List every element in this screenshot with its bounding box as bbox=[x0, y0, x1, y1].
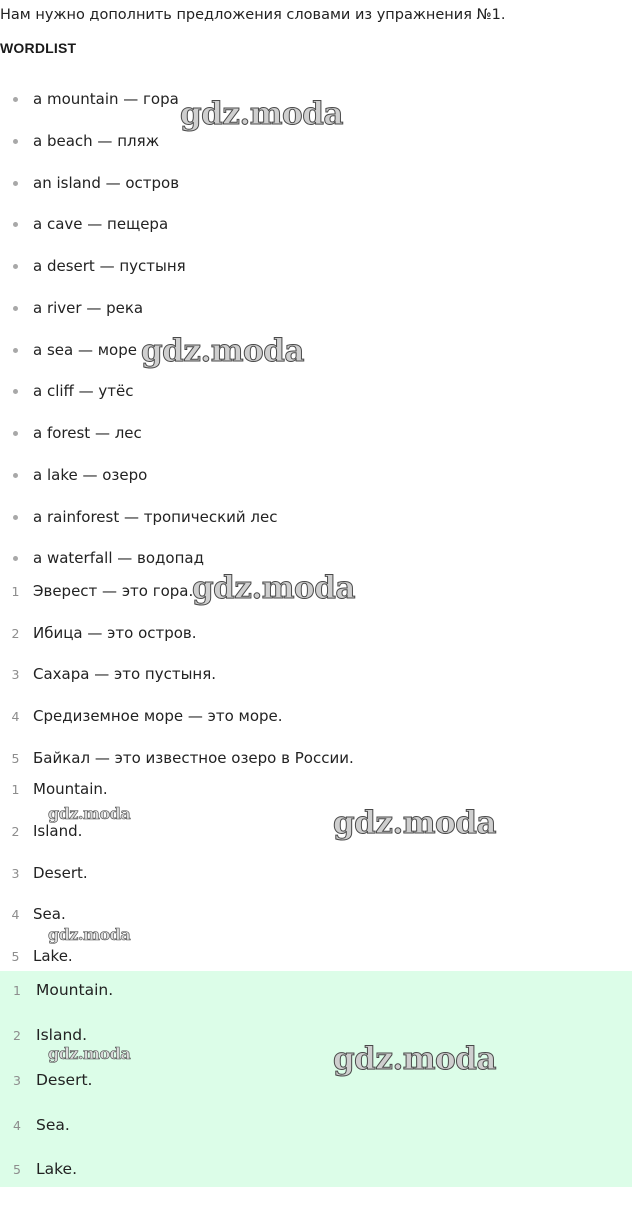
final-answer-text: Desert. bbox=[36, 1071, 93, 1089]
item-number: 1 bbox=[13, 982, 21, 998]
answer-text: Lake. bbox=[33, 947, 73, 965]
watermark: gdz.moda bbox=[333, 805, 496, 841]
bullet-icon bbox=[0, 306, 33, 311]
wordlist-item-text: a mountain — гора bbox=[33, 90, 179, 108]
wordlist-item bbox=[0, 89, 179, 109]
bullet-icon bbox=[0, 222, 33, 227]
translation-text: Эверест — это гора. bbox=[33, 582, 194, 600]
item-number: 4 bbox=[11, 708, 20, 724]
translation-text: Ибица — это остров. bbox=[33, 624, 197, 642]
watermark: gdz.moda bbox=[180, 96, 343, 132]
wordlist-item-text: a river — река bbox=[33, 299, 144, 317]
wordlist-item bbox=[0, 340, 137, 360]
item-number: 5 bbox=[13, 1161, 21, 1177]
bullet-icon bbox=[0, 181, 33, 186]
wordlist-item-text: an island — остров bbox=[33, 174, 180, 192]
final-answer-text: Sea. bbox=[36, 1116, 70, 1134]
item-number: 3 bbox=[11, 666, 20, 682]
wordlist-item bbox=[0, 548, 204, 568]
translation-item bbox=[0, 581, 193, 601]
wordlist-item-text: a desert — пустыня bbox=[33, 257, 186, 275]
bullet-icon bbox=[0, 139, 33, 144]
watermark: gdz.moda bbox=[333, 1041, 496, 1077]
watermark: gdz.moda bbox=[48, 804, 131, 823]
final-answer-text: Lake. bbox=[36, 1160, 78, 1178]
translation-text: Средиземное море — это море. bbox=[33, 707, 283, 725]
item-number: 4 bbox=[13, 1117, 21, 1133]
bullet-icon bbox=[0, 97, 33, 102]
wordlist-item-text: a lake — озеро bbox=[33, 466, 148, 484]
answer-item bbox=[0, 946, 73, 966]
intro-text: Нам нужно дополнить предложения словами из упражнения №1. bbox=[0, 7, 506, 23]
watermark: gdz.moda bbox=[48, 925, 131, 944]
watermark: gdz.moda bbox=[192, 570, 355, 606]
translation-text: Байкал — это известное озеро в России. bbox=[33, 749, 354, 767]
final-answer-item bbox=[0, 980, 113, 1000]
watermark: gdz.moda bbox=[141, 333, 304, 369]
wordlist-item bbox=[0, 423, 142, 443]
item-number: 2 bbox=[11, 823, 20, 839]
translation-item bbox=[0, 748, 354, 768]
answer-text: Island. bbox=[33, 822, 83, 840]
wordlist-item-text: a beach — пляж bbox=[33, 132, 160, 150]
answer-item bbox=[0, 821, 82, 841]
translation-text: Сахара — это пустыня. bbox=[33, 665, 217, 683]
final-answer-text: Mountain. bbox=[36, 981, 114, 999]
bullet-icon bbox=[0, 556, 33, 561]
watermark: gdz.moda bbox=[48, 1044, 131, 1063]
item-number: 2 bbox=[11, 625, 20, 641]
wordlist-item bbox=[0, 173, 179, 193]
answer-text: Sea. bbox=[33, 905, 66, 923]
wordlist-item-text: a rainforest — тропический лес bbox=[33, 508, 278, 526]
final-answer-item bbox=[0, 1115, 70, 1135]
wordlist-item-text: a cave — пещера bbox=[33, 215, 169, 233]
item-number: 4 bbox=[11, 906, 20, 922]
item-number: 1 bbox=[11, 781, 20, 797]
wordlist-item bbox=[0, 298, 143, 318]
answer-item bbox=[0, 863, 88, 883]
item-number: 5 bbox=[11, 750, 20, 766]
item-number: 3 bbox=[13, 1072, 21, 1088]
final-answer-item bbox=[0, 1025, 87, 1045]
wordlist-item-text: a cliff — утёс bbox=[33, 382, 134, 400]
item-number: 2 bbox=[13, 1027, 21, 1043]
answer-text: Mountain. bbox=[33, 780, 108, 798]
translation-item bbox=[0, 664, 216, 684]
wordlist-heading: WORDLIST bbox=[0, 40, 77, 56]
answer-item bbox=[0, 904, 66, 924]
final-answer-item bbox=[0, 1070, 92, 1090]
final-answer-box bbox=[0, 971, 632, 1187]
wordlist-item bbox=[0, 507, 277, 527]
bullet-icon bbox=[0, 473, 33, 478]
bullet-icon bbox=[0, 264, 33, 269]
answer-text: Desert. bbox=[33, 864, 88, 882]
final-answer-item bbox=[0, 1159, 77, 1179]
item-number: 5 bbox=[11, 948, 20, 964]
wordlist-item-text: a sea — море bbox=[33, 341, 137, 359]
translation-item bbox=[0, 623, 197, 643]
answer-item bbox=[0, 779, 108, 799]
wordlist-item bbox=[0, 214, 168, 234]
bullet-icon bbox=[0, 431, 33, 436]
wordlist-item bbox=[0, 256, 186, 276]
wordlist-item-text: a waterfall — водопад bbox=[33, 549, 204, 567]
translation-item bbox=[0, 706, 283, 726]
final-answer-text: Island. bbox=[36, 1026, 88, 1044]
item-number: 3 bbox=[11, 865, 20, 881]
bullet-icon bbox=[0, 389, 33, 394]
bullet-icon bbox=[0, 348, 33, 353]
bullet-icon bbox=[0, 515, 33, 520]
wordlist-item-text: a forest — лес bbox=[33, 424, 142, 442]
wordlist-item bbox=[0, 381, 134, 401]
item-number: 1 bbox=[11, 583, 20, 599]
wordlist-item bbox=[0, 131, 159, 151]
wordlist-item bbox=[0, 465, 147, 485]
